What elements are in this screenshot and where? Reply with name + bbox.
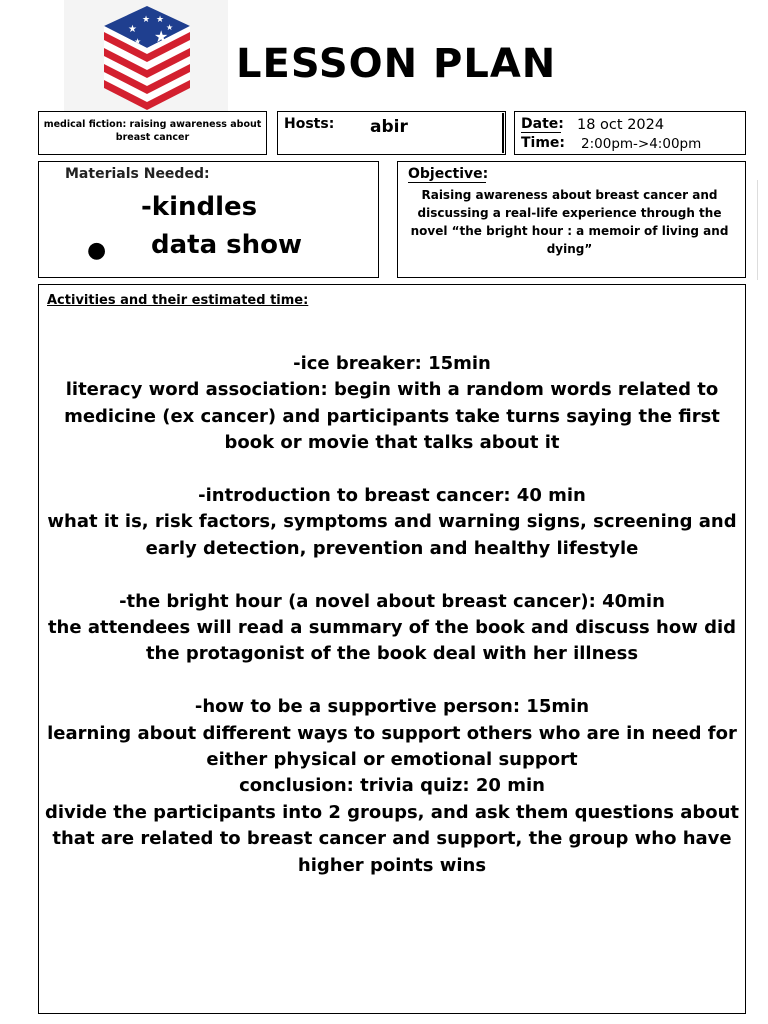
activity-line: literacy word association: begin with a random words related to (65, 379, 719, 401)
date-time-box (514, 111, 746, 155)
materials-item: data show (151, 230, 303, 260)
activity-line: -introduction to breast cancer: 40 min (198, 485, 586, 507)
activities-label: Activities and their estimated time: (47, 293, 309, 308)
page-title: LESSON PLAN (236, 41, 557, 87)
stars-and-stripes-cube-icon (98, 6, 196, 110)
activity-section (39, 351, 745, 457)
activity-line: medicine (ex cancer) and participants take turns saying the first (64, 405, 720, 427)
svg-text:★: ★ (134, 37, 142, 46)
activity-line: conclusion: trivia quiz: 20 min (239, 775, 545, 797)
activity-line: divide the participants into 2 groups, and ask them questions about (44, 801, 740, 823)
activity-line: -the bright hour (a novel about breast cancer): 40min (119, 590, 665, 612)
time-label: Time: (521, 135, 566, 151)
hosts-value: abir (370, 117, 408, 137)
activities-box (38, 284, 746, 1014)
activities-content (39, 351, 745, 905)
activity-line: the protagonist of the book deal with her illness (145, 643, 639, 665)
date-value: 18 oct 2024 (577, 117, 665, 133)
materials-label: Materials Needed: (65, 166, 210, 182)
objective-label: Objective: (408, 166, 489, 182)
activity-line: that are related to breast cancer and support, the group who have (52, 828, 732, 850)
hosts-label: Hosts: (284, 116, 335, 132)
date-label-divider (521, 132, 561, 133)
activity-line: the attendees will read a summary of the book and discuss how did (47, 617, 737, 639)
activity-line: either physical or emotional support (206, 749, 578, 771)
time-value: 2:00pm->4:00pm (581, 136, 702, 152)
activity-section (39, 694, 745, 879)
topic-text: medical fiction: raising awareness about breast cancer (43, 119, 262, 143)
hosts-box (277, 111, 506, 155)
activity-section (39, 483, 745, 562)
bullet-icon: ● (87, 238, 107, 263)
svg-text:★: ★ (156, 15, 165, 25)
activity-section (39, 589, 745, 668)
objective-label-underline (408, 182, 486, 183)
svg-text:★: ★ (166, 23, 174, 32)
page-edge-line (757, 180, 758, 280)
svg-text:★: ★ (154, 27, 169, 46)
activity-line: book or movie that talks about it (224, 432, 560, 454)
activity-line: -how to be a supportive person: 15min (194, 696, 590, 718)
activity-line: higher points wins (297, 854, 487, 876)
activity-line: early detection, prevention and healthy lifestyle (145, 537, 639, 559)
objective-text: Raising awareness about breast cancer and discussing a real-life experience through the novel “the bright hour : a memoir of living and dying” (410, 188, 729, 256)
materials-box (38, 161, 379, 278)
svg-text:★: ★ (128, 24, 137, 35)
topic-box (38, 111, 267, 155)
activity-line: learning about different ways to support others who are in need for (47, 722, 737, 744)
activity-line: what it is, risk factors, symptoms and warning signs, screening and (47, 511, 737, 533)
activity-line: -ice breaker: 15min (293, 353, 491, 374)
svg-text:★: ★ (142, 15, 151, 25)
materials-item: -kindles (141, 192, 258, 222)
objective-box (397, 161, 746, 278)
hosts-divider (502, 113, 504, 153)
date-label: Date: (521, 116, 564, 132)
